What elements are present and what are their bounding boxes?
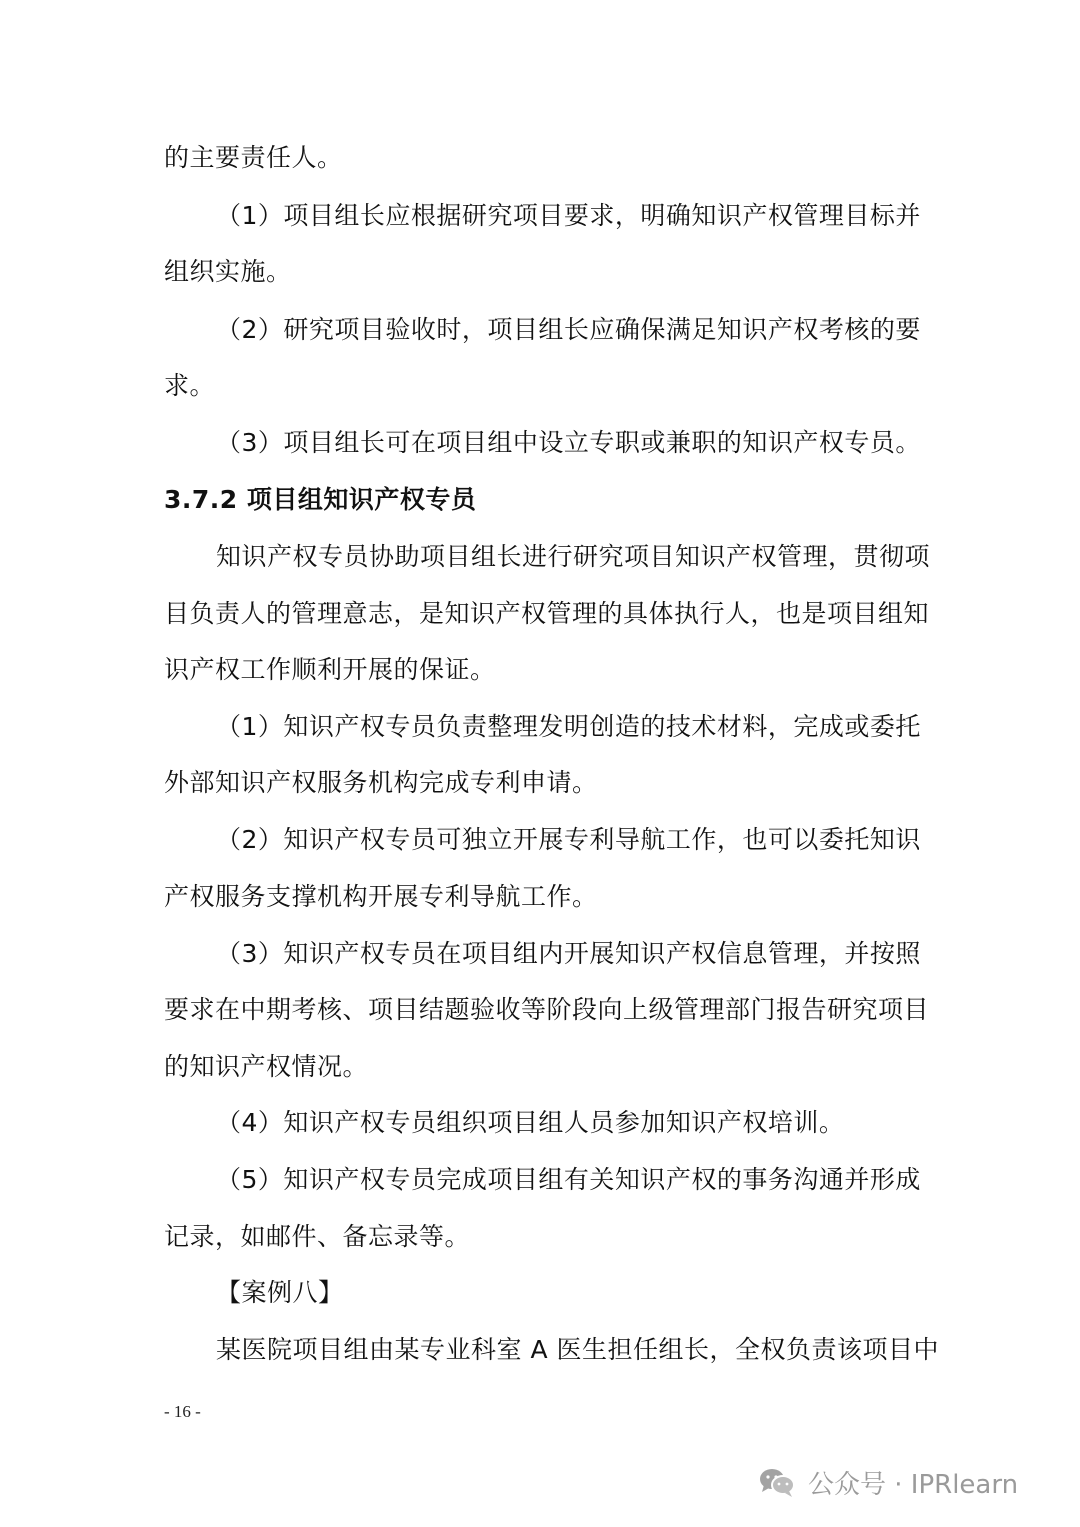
text-line: （5）知识产权专员完成项目组有关知识产权的事务沟通并形成 [216, 1165, 921, 1194]
watermark-text: 公众号 · IPRlearn [808, 1469, 1019, 1500]
text-line: （2）研究项目验收时，项目组长应确保满足知识产权考核的要 [216, 315, 921, 344]
text-line: 目负责人的管理意志，是知识产权管理的具体执行人，也是项目组知 [164, 599, 930, 628]
text-line: 的主要责任人。 [164, 143, 343, 172]
text-line: （4）知识产权专员组织项目组人员参加知识产权培训。 [216, 1108, 845, 1137]
text-line: （1）知识产权专员负责整理发明创造的技术材料，完成或委托 [216, 712, 921, 741]
text-line: 外部知识产权服务机构完成专利申请。 [164, 768, 598, 797]
wechat-icon [758, 1466, 796, 1498]
text-line: 组织实施。 [164, 257, 292, 286]
text-line: 的知识产权情况。 [164, 1052, 369, 1081]
text-line: 某医院项目组由某专业科室 A 医生担任组长，全权负责该项目中 [216, 1335, 939, 1364]
text-line: 知识产权专员协助项目组长进行研究项目知识产权管理，贯彻项 [216, 542, 931, 571]
text-line: （1）项目组长应根据研究项目要求，明确知识产权管理目标并 [216, 201, 921, 230]
text-line: （3）项目组长可在项目组中设立专职或兼职的知识产权专员。 [216, 428, 921, 457]
text-line: （2）知识产权专员可独立开展专利导航工作，也可以委托知识 [216, 825, 921, 854]
text-line: 求。 [164, 371, 216, 400]
text-line: 产权服务支撑机构开展专利导航工作。 [164, 882, 598, 911]
case-title: 【案例八】 [216, 1278, 344, 1307]
text-line: 记录，如邮件、备忘录等。 [164, 1222, 471, 1251]
page-number: - 16 - [164, 1402, 201, 1421]
text-line: （3）知识产权专员在项目组内开展知识产权信息管理，并按照 [216, 939, 921, 968]
section-heading: 3.7.2 项目组知识产权专员 [164, 485, 477, 514]
text-line: 要求在中期考核、项目结题验收等阶段向上级管理部门报告研究项目 [164, 995, 930, 1024]
watermark [758, 1460, 1018, 1504]
text-line: 识产权工作顺利开展的保证。 [164, 655, 496, 684]
